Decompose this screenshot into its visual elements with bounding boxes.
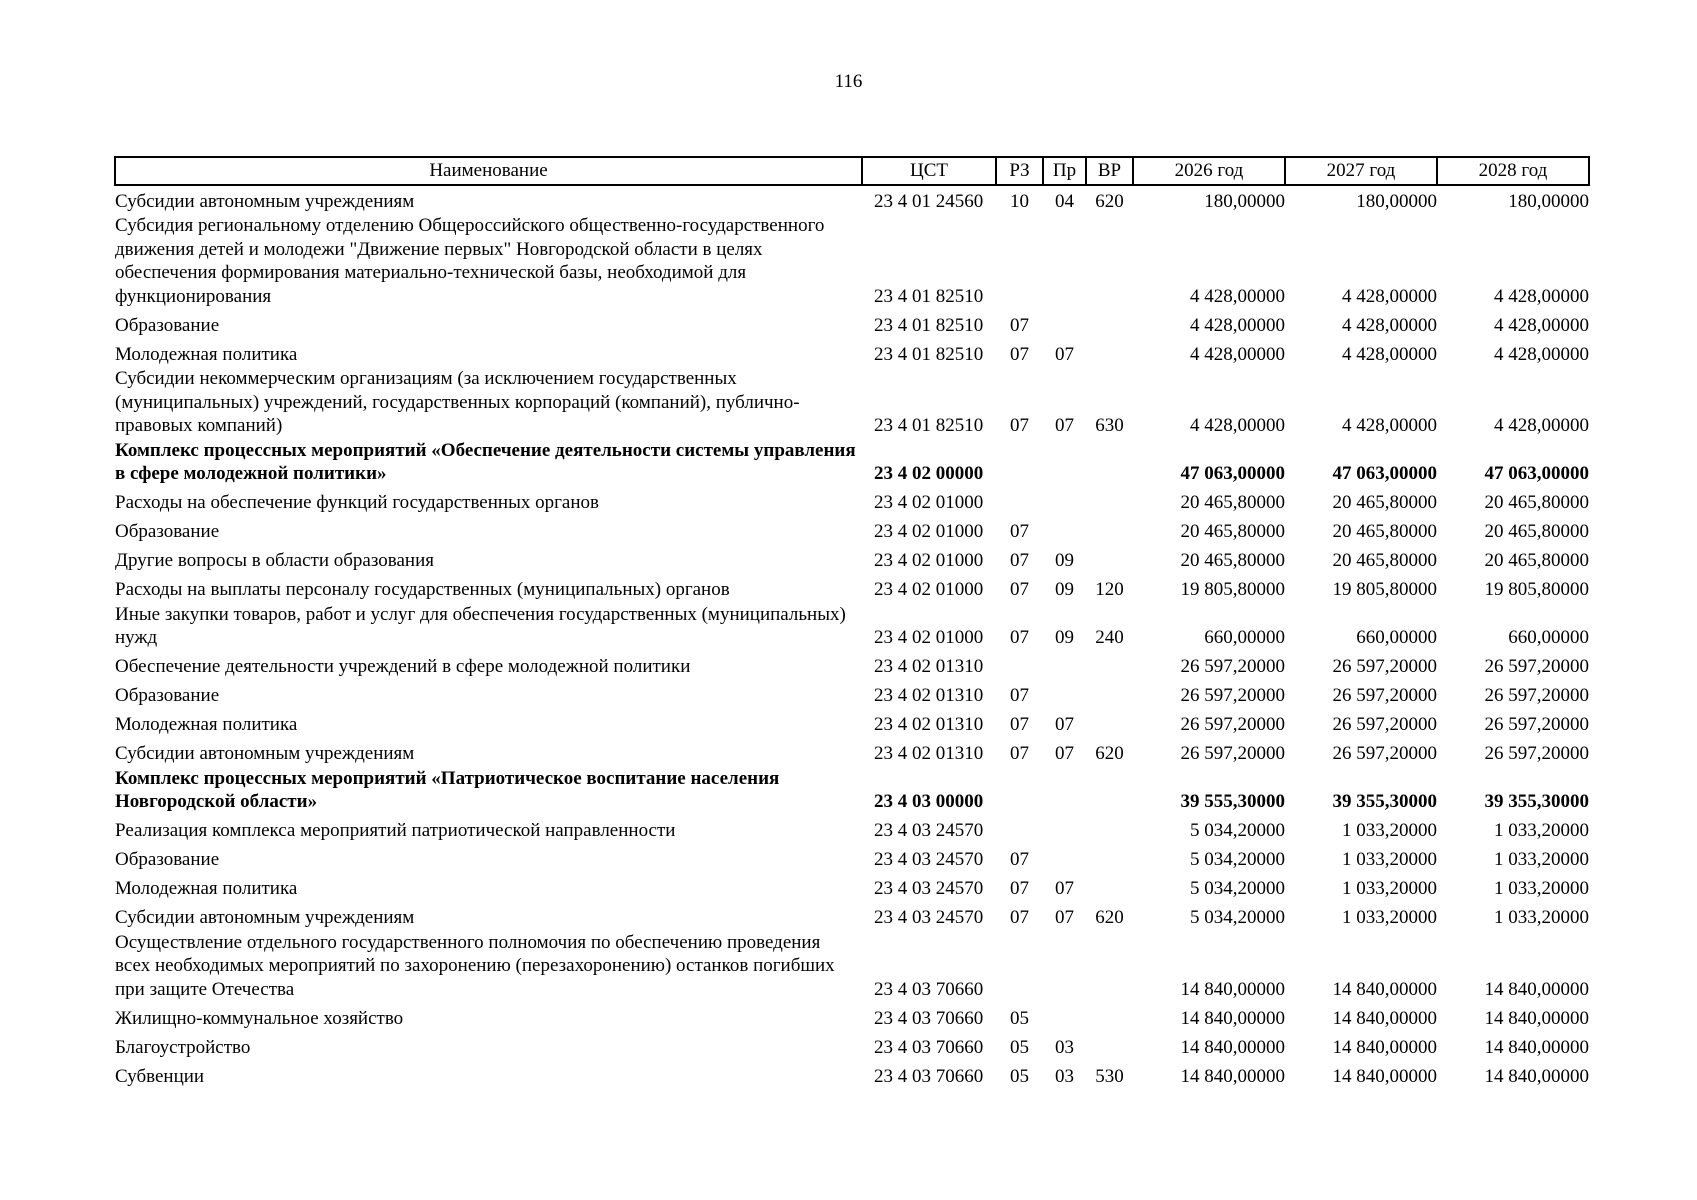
row-amount-2028: 20 465,80000 [1484, 492, 1589, 513]
row-amount-2026: 26 597,20000 [1180, 743, 1285, 764]
row-amount-2028: 1 033,20000 [1494, 907, 1589, 928]
row-amount-2027: 1 033,20000 [1342, 849, 1437, 870]
row-rz [996, 815, 1043, 844]
row-amount-2027: 1 033,20000 [1342, 878, 1437, 899]
row-pr: 09 [1055, 579, 1074, 600]
row-rz [996, 439, 1043, 487]
row-amount-2026: 26 597,20000 [1180, 685, 1285, 706]
row-rz: 05 [1010, 1007, 1029, 1029]
row-cst: 23 4 03 70660 [874, 1007, 984, 1029]
row-rz: 07 [1010, 743, 1029, 764]
row-amount-2026: 14 840,00000 [1180, 978, 1285, 1000]
header-cst: ЦСТ [862, 157, 996, 185]
table-row [115, 844, 1589, 873]
row-amount-2027: 14 840,00000 [1332, 1065, 1437, 1087]
row-name: Субвенции [115, 1065, 205, 1087]
row-pr: 09 [1055, 627, 1074, 648]
row-amount-2026: 14 840,00000 [1180, 1007, 1285, 1029]
row-name: Образование [115, 685, 220, 706]
table-row [115, 1060, 1589, 1089]
header-pr: Пр [1043, 157, 1086, 185]
table-row [115, 487, 1589, 516]
row-amount-2028: 14 840,00000 [1484, 978, 1589, 1000]
row-pr [1043, 844, 1086, 873]
row-cst: 23 4 02 01000 [874, 492, 984, 513]
row-cst: 23 4 03 70660 [874, 1065, 984, 1087]
row-amount-2026: 19 805,80000 [1180, 579, 1285, 600]
row-pr [1043, 439, 1086, 487]
row-amount-2028: 14 840,00000 [1484, 1065, 1589, 1087]
row-name: Субсидии некоммерческим организациям (за исключением государственных (муниципальных) учреждений, государственных корпораций (компаний), публично-правовых компаний) [115, 368, 800, 436]
row-amount-2027: 4 428,00000 [1342, 285, 1437, 307]
table-row [115, 214, 1589, 309]
row-amount-2026: 20 465,80000 [1180, 492, 1285, 513]
row-amount-2026: 20 465,80000 [1180, 521, 1285, 542]
row-rz: 07 [1010, 343, 1029, 365]
row-pr: 07 [1055, 907, 1074, 928]
row-amount-2028: 47 063,00000 [1484, 463, 1589, 484]
row-pr [1043, 680, 1086, 709]
row-pr [1043, 931, 1086, 1003]
row-vr [1086, 709, 1133, 738]
row-pr: 04 [1055, 190, 1074, 212]
row-name: Образование [115, 314, 220, 336]
row-pr [1043, 815, 1086, 844]
row-rz: 07 [1010, 314, 1029, 336]
row-cst: 23 4 02 01310 [874, 743, 984, 764]
row-cst: 23 4 03 24570 [874, 878, 984, 899]
row-amount-2027: 20 465,80000 [1332, 550, 1437, 571]
row-name: Иные закупки товаров, работ и услуг для обеспечения государственных (муниципальных) нужд [115, 603, 846, 648]
table-row [115, 767, 1589, 815]
row-amount-2027: 26 597,20000 [1332, 714, 1437, 735]
row-amount-2028: 26 597,20000 [1484, 685, 1589, 706]
row-rz [996, 931, 1043, 1003]
row-cst: 23 4 02 01310 [874, 685, 984, 706]
page-number: 116 [834, 71, 863, 92]
row-amount-2028: 1 033,20000 [1494, 820, 1589, 841]
row-vr [1086, 309, 1133, 338]
row-rz: 07 [1010, 579, 1029, 600]
row-cst: 23 4 03 24570 [874, 820, 984, 841]
row-rz [996, 487, 1043, 516]
row-rz [996, 214, 1043, 309]
row-amount-2026: 39 555,30000 [1180, 791, 1285, 812]
table-row [115, 574, 1589, 603]
table-row [115, 439, 1589, 487]
table-row [115, 603, 1589, 651]
row-pr: 07 [1055, 878, 1074, 899]
row-amount-2027: 4 428,00000 [1342, 415, 1437, 436]
row-amount-2027: 26 597,20000 [1332, 743, 1437, 764]
row-rz: 05 [1010, 1036, 1029, 1058]
row-pr: 07 [1055, 415, 1074, 436]
row-cst: 23 4 01 82510 [874, 285, 984, 307]
table-row [115, 367, 1589, 439]
row-cst: 23 4 02 01310 [874, 714, 984, 735]
row-rz: 10 [1010, 190, 1029, 212]
row-name: Обеспечение деятельности учреждений в сфере молодежной политики [115, 656, 691, 677]
row-amount-2027: 19 805,80000 [1332, 579, 1437, 600]
row-amount-2026: 20 465,80000 [1180, 550, 1285, 571]
row-vr [1086, 487, 1133, 516]
table-row [115, 651, 1589, 680]
row-vr [1086, 214, 1133, 309]
row-amount-2028: 180,00000 [1508, 190, 1589, 212]
row-amount-2027: 47 063,00000 [1332, 463, 1437, 484]
row-cst: 23 4 02 01000 [874, 579, 984, 600]
row-name: Субсидии автономным учреждениям [115, 743, 415, 764]
row-amount-2028: 1 033,20000 [1494, 849, 1589, 870]
row-name: Образование [115, 521, 220, 542]
row-amount-2026: 4 428,00000 [1190, 343, 1285, 365]
table-row [115, 185, 1589, 214]
row-name: Субсидия региональному отделению Общероссийского общественно-государственного движения детей и молодежи "Движение первых" Новгородской области в целях обеспечения формирования материально-технической базы, необходимой для функционирования [115, 215, 825, 307]
row-name: Молодежная политика [115, 343, 298, 365]
row-amount-2026: 26 597,20000 [1180, 714, 1285, 735]
row-pr [1043, 487, 1086, 516]
row-amount-2028: 1 033,20000 [1494, 878, 1589, 899]
row-rz: 07 [1010, 415, 1029, 436]
row-name: Комплекс процессных мероприятий «Обеспечение деятельности системы управления в сфере молодежной политики» [115, 439, 856, 484]
row-vr: 620 [1095, 743, 1124, 764]
row-amount-2026: 5 034,20000 [1190, 878, 1285, 899]
row-rz [996, 651, 1043, 680]
row-amount-2027: 1 033,20000 [1342, 907, 1437, 928]
row-vr: 530 [1095, 1065, 1124, 1087]
row-cst: 23 4 03 00000 [874, 791, 984, 812]
row-amount-2026: 4 428,00000 [1190, 285, 1285, 307]
row-cst: 23 4 01 82510 [874, 415, 984, 436]
table-row [115, 1031, 1589, 1060]
row-amount-2026: 5 034,20000 [1190, 849, 1285, 870]
row-cst: 23 4 02 01310 [874, 656, 984, 677]
row-pr: 07 [1055, 714, 1074, 735]
row-vr [1086, 439, 1133, 487]
table-row [115, 931, 1589, 1003]
row-amount-2026: 26 597,20000 [1180, 656, 1285, 677]
row-name: Осуществление отдельного государственного полномочия по обеспечению проведения всех необходимых мероприятий по захоронению (перезахоронению) останков погибших при защите Отечества [115, 931, 835, 1000]
row-amount-2026: 4 428,00000 [1190, 314, 1285, 336]
row-amount-2028: 39 355,30000 [1484, 791, 1589, 812]
row-vr [1086, 651, 1133, 680]
table-row [115, 680, 1589, 709]
row-amount-2028: 660,00000 [1508, 627, 1589, 648]
header-rz: РЗ [996, 157, 1043, 185]
row-cst: 23 4 01 24560 [874, 190, 984, 212]
row-rz: 07 [1010, 714, 1029, 735]
row-rz: 07 [1010, 878, 1029, 899]
row-vr [1086, 1031, 1133, 1060]
row-amount-2028: 4 428,00000 [1494, 314, 1589, 336]
row-amount-2027: 20 465,80000 [1332, 492, 1437, 513]
row-pr [1043, 767, 1086, 815]
table-row [115, 873, 1589, 902]
row-rz: 07 [1010, 627, 1029, 648]
table-row [115, 738, 1589, 767]
row-amount-2027: 180,00000 [1356, 190, 1437, 212]
row-vr [1086, 338, 1133, 367]
row-amount-2028: 20 465,80000 [1484, 550, 1589, 571]
row-amount-2026: 47 063,00000 [1180, 463, 1285, 484]
row-vr: 620 [1095, 190, 1124, 212]
row-vr [1086, 767, 1133, 815]
table-header [115, 157, 1589, 185]
row-vr [1086, 1002, 1133, 1031]
row-cst: 23 4 03 24570 [874, 849, 984, 870]
row-amount-2026: 14 840,00000 [1180, 1065, 1285, 1087]
row-rz [996, 767, 1043, 815]
row-name: Молодежная политика [115, 878, 298, 899]
row-cst: 23 4 03 70660 [874, 978, 984, 1000]
row-vr: 620 [1095, 907, 1124, 928]
row-vr [1086, 815, 1133, 844]
row-amount-2028: 4 428,00000 [1494, 415, 1589, 436]
row-amount-2027: 26 597,20000 [1332, 685, 1437, 706]
row-amount-2028: 26 597,20000 [1484, 714, 1589, 735]
row-name: Реализация комплекса мероприятий патриотической направленности [115, 820, 676, 841]
table-body [115, 185, 1589, 1089]
row-vr: 630 [1095, 415, 1124, 436]
row-amount-2026: 14 840,00000 [1180, 1036, 1285, 1058]
row-amount-2027: 660,00000 [1356, 627, 1437, 648]
row-cst: 23 4 02 01000 [874, 550, 984, 571]
row-vr: 120 [1095, 579, 1124, 600]
table-row [115, 309, 1589, 338]
row-rz: 07 [1010, 521, 1029, 542]
row-amount-2028: 14 840,00000 [1484, 1007, 1589, 1029]
row-amount-2027: 20 465,80000 [1332, 521, 1437, 542]
row-pr [1043, 516, 1086, 545]
row-amount-2028: 14 840,00000 [1484, 1036, 1589, 1058]
row-name: Другие вопросы в области образования [115, 550, 434, 571]
row-amount-2026: 4 428,00000 [1190, 415, 1285, 436]
header-2026: 2026 год [1133, 157, 1285, 185]
row-amount-2027: 26 597,20000 [1332, 656, 1437, 677]
row-amount-2027: 14 840,00000 [1332, 978, 1437, 1000]
header-vr: ВР [1086, 157, 1133, 185]
row-amount-2027: 4 428,00000 [1342, 343, 1437, 365]
row-amount-2028: 19 805,80000 [1484, 579, 1589, 600]
row-amount-2028: 4 428,00000 [1494, 285, 1589, 307]
row-pr [1043, 651, 1086, 680]
row-pr [1043, 309, 1086, 338]
row-amount-2028: 20 465,80000 [1484, 521, 1589, 542]
row-pr: 07 [1055, 743, 1074, 764]
row-vr [1086, 545, 1133, 574]
table-row [115, 338, 1589, 367]
row-rz: 05 [1010, 1065, 1029, 1087]
row-pr: 09 [1055, 550, 1074, 571]
header-2027: 2027 год [1285, 157, 1437, 185]
row-vr [1086, 680, 1133, 709]
row-pr [1043, 1002, 1086, 1031]
row-pr: 03 [1055, 1065, 1074, 1087]
row-name: Комплекс процессных мероприятий «Патриотическое воспитание населения Новгородской области» [115, 767, 780, 812]
row-rz: 07 [1010, 550, 1029, 571]
row-vr [1086, 844, 1133, 873]
table-row [115, 902, 1589, 931]
row-cst: 23 4 01 82510 [874, 314, 984, 336]
row-name: Субсидии автономным учреждениям [115, 907, 415, 928]
row-cst: 23 4 02 01000 [874, 521, 984, 542]
table-row [115, 709, 1589, 738]
row-pr: 07 [1055, 343, 1074, 365]
row-amount-2027: 1 033,20000 [1342, 820, 1437, 841]
row-amount-2027: 4 428,00000 [1342, 314, 1437, 336]
row-pr: 03 [1055, 1036, 1074, 1058]
row-name: Образование [115, 849, 220, 870]
table-row [115, 516, 1589, 545]
row-amount-2027: 39 355,30000 [1332, 791, 1437, 812]
row-amount-2028: 4 428,00000 [1494, 343, 1589, 365]
table-row [115, 1002, 1589, 1031]
row-vr [1086, 873, 1133, 902]
row-amount-2027: 14 840,00000 [1332, 1036, 1437, 1058]
row-rz: 07 [1010, 685, 1029, 706]
row-amount-2026: 5 034,20000 [1190, 907, 1285, 928]
row-name: Расходы на обеспечение функций государственных органов [115, 492, 599, 513]
row-amount-2026: 180,00000 [1204, 190, 1285, 212]
row-amount-2028: 26 597,20000 [1484, 656, 1589, 677]
row-amount-2026: 660,00000 [1204, 627, 1285, 648]
row-cst: 23 4 02 01000 [874, 627, 984, 648]
row-name: Молодежная политика [115, 714, 298, 735]
row-rz: 07 [1010, 907, 1029, 928]
row-vr [1086, 931, 1133, 1003]
header-name: Наименование [115, 157, 862, 185]
row-cst: 23 4 02 00000 [874, 463, 984, 484]
table-row [115, 815, 1589, 844]
row-cst: 23 4 01 82510 [874, 343, 984, 365]
row-name: Жилищно-коммунальное хозяйство [115, 1007, 404, 1029]
row-name: Благоустройство [115, 1036, 251, 1058]
table-row [115, 545, 1589, 574]
row-pr [1043, 214, 1086, 309]
row-vr: 240 [1095, 627, 1124, 648]
header-2028: 2028 год [1437, 157, 1589, 185]
row-cst: 23 4 03 70660 [874, 1036, 984, 1058]
budget-table [114, 156, 1590, 1089]
row-amount-2028: 26 597,20000 [1484, 743, 1589, 764]
row-amount-2026: 5 034,20000 [1190, 820, 1285, 841]
row-name: Субсидии автономным учреждениям [115, 190, 415, 212]
row-amount-2027: 14 840,00000 [1332, 1007, 1437, 1029]
row-rz: 07 [1010, 849, 1029, 870]
row-cst: 23 4 03 24570 [874, 907, 984, 928]
row-name: Расходы на выплаты персоналу государственных (муниципальных) органов [115, 579, 730, 600]
row-vr [1086, 516, 1133, 545]
